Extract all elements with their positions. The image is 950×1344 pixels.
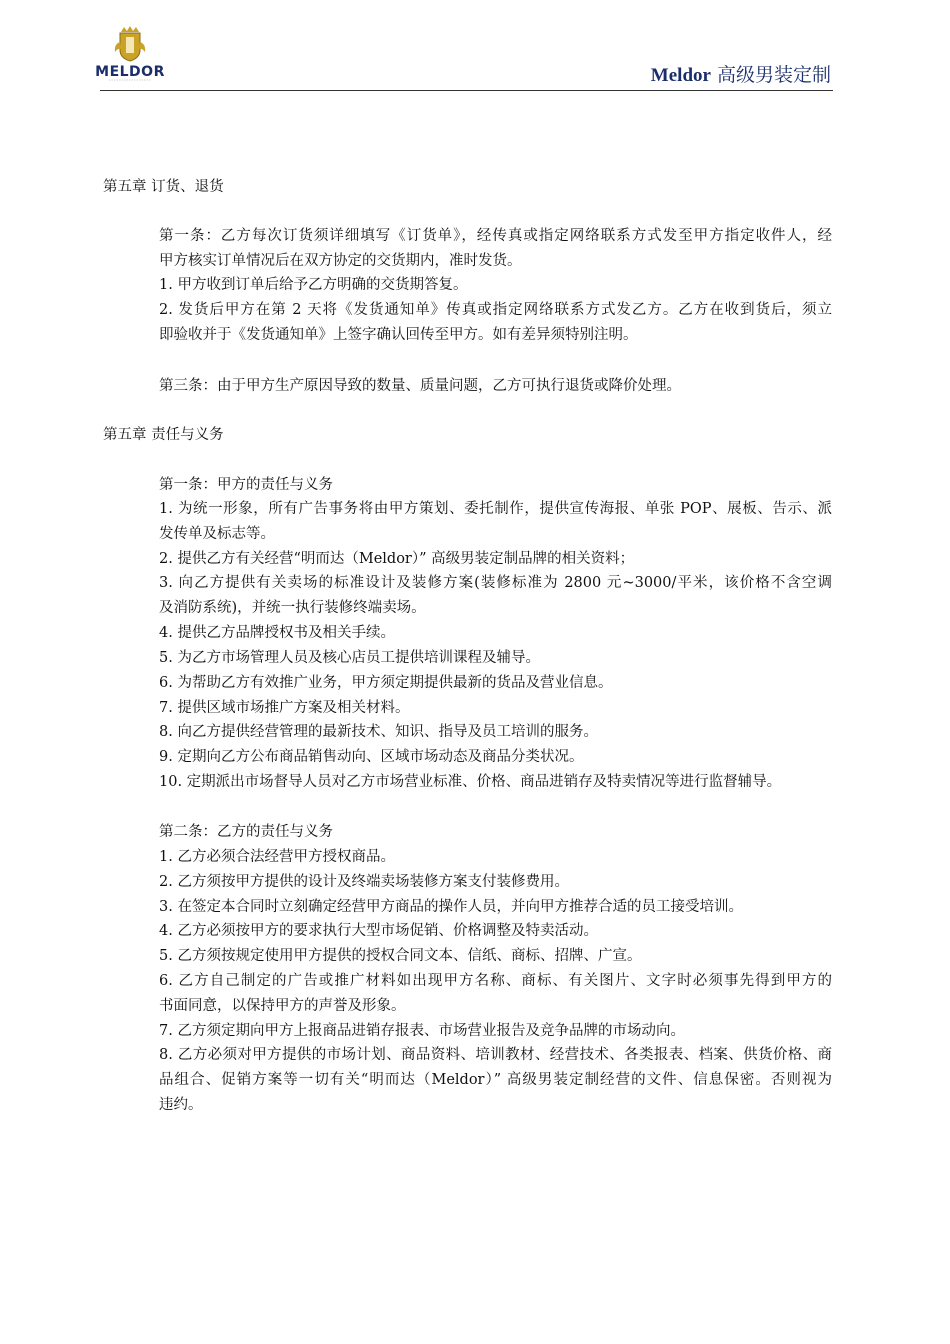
crest-icon xyxy=(95,24,165,84)
party-a-line-11: 9. 定期向乙方公布商品销售动向、区域市场动态及商品分类状况。 xyxy=(159,749,584,765)
page-header xyxy=(95,20,833,91)
article-1-line-2: 甲方核实订单情况后在双方协定的交货期内，准时发货。 xyxy=(159,253,522,269)
party-a-line-4: 3. 向乙方提供有关卖场的标准设计及装修方案(装修标准为 2800 元~3000/平米，该价格不含空调 xyxy=(159,575,832,591)
party-b-line-2: 2. 乙方须按甲方提供的设计及终端卖场装修方案支付装修费用。 xyxy=(159,874,569,890)
party-a-line-6: 4. 提供乙方品牌授权书及相关手续。 xyxy=(159,625,395,641)
party-b-line-4: 4. 乙方必须按甲方的要求执行大型市场促销、价格调整及特卖活动。 xyxy=(159,923,598,939)
party-a-line-1: 1. 为统一形象，所有广告事务将由甲方策划、委托制作，提供宣传海报、单张 POP、展板、告示、派 xyxy=(159,501,832,517)
party-b-line-7: 书面同意，以保持甲方的声誉及形象。 xyxy=(159,998,406,1014)
header-title xyxy=(651,60,831,87)
party-b-line-11: 违约。 xyxy=(159,1097,203,1113)
party-b-line-9: 8. 乙方必须对甲方提供的市场计划、商品资料、培训教材、经营技术、各类报表、档案、供货价格、商 xyxy=(159,1047,832,1063)
party-a-line-12: 10. 定期派出市场督导人员对乙方市场营业标准、价格、商品进销存及特卖情况等进行监督辅导。 xyxy=(159,774,782,790)
party-a-line-8: 6. 为帮助乙方有效推广业务，甲方须定期提供最新的货品及营业信息。 xyxy=(159,675,613,691)
party-b-line-10: 品组合、促销方案等一切有关“明而达（Meldor）” 高级男装定制经营的文件、信息保密。否则视为 xyxy=(159,1072,832,1088)
section-heading-ordering: 第五章 订货、退货 xyxy=(103,179,224,195)
header-brand: Meldor xyxy=(650,65,711,86)
party-b-line-8: 7. 乙方须定期向甲方上报商品进销存报表、市场营业报告及竞争品牌的市场动向。 xyxy=(159,1023,685,1039)
party-b-line-1: 1. 乙方必须合法经营甲方授权商品。 xyxy=(159,849,395,865)
meldor-logo xyxy=(95,24,165,84)
party-b-line-3: 3. 在签定本合同时立刻确定经营甲方商品的操作人员，并向甲方推荐合适的员工接受培训。 xyxy=(159,899,743,915)
ordering-item-2-line-2: 即验收并于《发货通知单》上签字确认回传至甲方。如有差异须特别注明。 xyxy=(159,327,638,343)
ordering-item-2-line-1: 2. 发货后甲方在第 2 天将《发货通知单》传真或指定网络联系方式发乙方。乙方在收到货后，须立 xyxy=(159,302,832,318)
party-a-line-5: 及消防系统)，并统一执行装修终端卖场。 xyxy=(159,600,426,616)
party-b-line-6: 6. 乙方自己制定的广告或推广材料如出现甲方名称、商标、有关图片、文字时必须事先得到甲方的 xyxy=(159,973,832,989)
article-3: 第三条：由于甲方生产原因导致的数量、质量问题，乙方可执行退货或降价处理。 xyxy=(159,378,681,394)
party-a-line-9: 7. 提供区域市场推广方案及相关材料。 xyxy=(159,700,410,716)
party-b-line-5: 5. 乙方须按规定使用甲方提供的授权合同文本、信纸、商标、招牌、广宣。 xyxy=(159,948,642,964)
party-a-line-3: 2. 提供乙方有关经营“明而达（Meldor）” 高级男装定制品牌的相关资料； xyxy=(159,551,635,567)
article-1-line-1: 第一条：乙方每次订货须详细填写《订货单》，经传真或指定网络联系方式发至甲方指定收件人，经 xyxy=(159,228,832,244)
party-a-line-7: 5. 为乙方市场管理人员及核心店员工提供培训课程及辅导。 xyxy=(159,650,540,666)
party-b-title: 第二条：乙方的责任与义务 xyxy=(159,824,333,840)
party-a-line-10: 8. 向乙方提供经营管理的最新技术、知识、指导及员工培训的服务。 xyxy=(159,724,598,740)
svg-text:MELDOR: MELDOR xyxy=(95,64,165,80)
header-title-rest: 高级男装定制 xyxy=(710,64,831,86)
section-heading-responsibilities: 第五章 责任与义务 xyxy=(103,427,224,443)
party-a-line-2: 发传单及标志等。 xyxy=(159,526,275,542)
party-a-title: 第一条：甲方的责任与义务 xyxy=(159,477,333,493)
ordering-item-1: 1. 甲方收到订单后给予乙方明确的交货期答复。 xyxy=(159,277,468,293)
